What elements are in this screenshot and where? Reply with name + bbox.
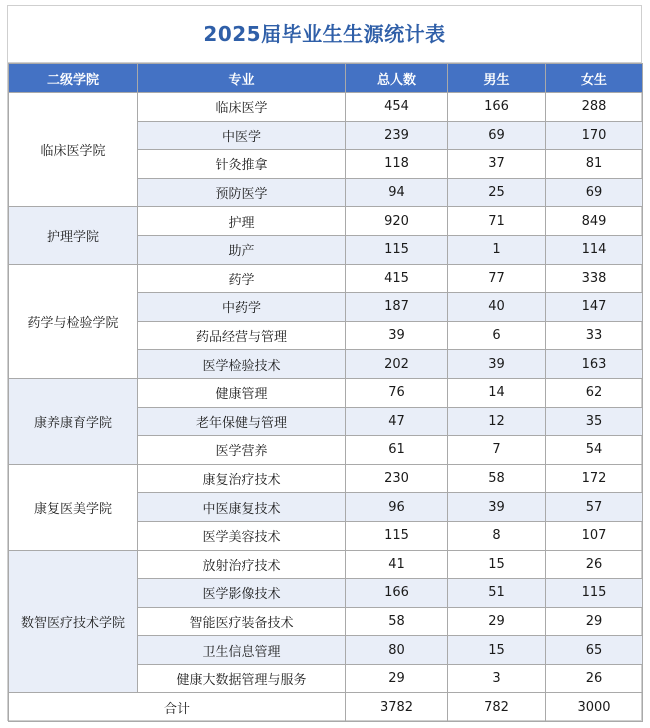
major-cell: 药学 [138,264,346,293]
female-cell: 170 [546,121,643,150]
total-cell: 94 [346,178,448,207]
total-cell: 61 [346,436,448,465]
male-cell: 6 [448,321,546,350]
male-cell: 40 [448,293,546,322]
total-cell: 920 [346,207,448,236]
female-cell: 35 [546,407,643,436]
male-cell: 39 [448,350,546,379]
total-cell: 454 [346,93,448,122]
grand-total-cell: 3782 [346,693,448,722]
major-cell: 中药学 [138,293,346,322]
female-cell: 62 [546,378,643,407]
female-cell: 26 [546,664,643,693]
total-cell: 118 [346,150,448,179]
female-cell: 26 [546,550,643,579]
female-cell: 107 [546,521,643,550]
male-cell: 25 [448,178,546,207]
major-cell: 中医康复技术 [138,493,346,522]
total-cell: 115 [346,521,448,550]
total-cell: 415 [346,264,448,293]
major-cell: 临床医学 [138,93,346,122]
major-cell: 医学营养 [138,436,346,465]
major-cell: 智能医疗装备技术 [138,607,346,636]
college-name-cell: 康养康育学院 [9,378,138,464]
grand-female-cell: 3000 [546,693,643,722]
total-label-cell: 合计 [9,693,346,722]
total-cell: 58 [346,607,448,636]
female-cell: 69 [546,178,643,207]
major-cell: 卫生信息管理 [138,636,346,665]
total-cell: 76 [346,378,448,407]
college-name-cell: 药学与检验学院 [9,264,138,378]
male-cell: 15 [448,550,546,579]
male-cell: 8 [448,521,546,550]
stats-table-container [7,5,642,721]
male-cell: 14 [448,378,546,407]
graduate-stats-table [8,63,643,722]
female-cell: 163 [546,350,643,379]
female-cell: 54 [546,436,643,465]
total-cell: 187 [346,293,448,322]
major-cell: 药品经营与管理 [138,321,346,350]
header-major: 专业 [138,64,346,93]
college-name-cell: 数智医疗技术学院 [9,550,138,693]
male-cell: 12 [448,407,546,436]
major-cell: 医学检验技术 [138,350,346,379]
table-body [9,93,643,722]
header-college: 二级学院 [9,64,138,93]
major-cell: 护理 [138,207,346,236]
table-row [9,264,643,293]
college-name-cell: 护理学院 [9,207,138,264]
male-cell: 3 [448,664,546,693]
major-cell: 放射治疗技术 [138,550,346,579]
major-cell: 康复治疗技术 [138,464,346,493]
total-cell: 239 [346,121,448,150]
female-cell: 172 [546,464,643,493]
table-row [9,93,643,122]
female-cell: 81 [546,150,643,179]
college-name-cell: 康复医美学院 [9,464,138,550]
total-cell: 96 [346,493,448,522]
total-cell: 202 [346,350,448,379]
female-cell: 338 [546,264,643,293]
female-cell: 29 [546,607,643,636]
male-cell: 58 [448,464,546,493]
male-cell: 69 [448,121,546,150]
major-cell: 健康管理 [138,378,346,407]
total-cell: 41 [346,550,448,579]
male-cell: 39 [448,493,546,522]
major-cell: 医学影像技术 [138,579,346,608]
male-cell: 77 [448,264,546,293]
total-cell: 29 [346,664,448,693]
male-cell: 51 [448,579,546,608]
total-row [9,693,643,722]
total-cell: 230 [346,464,448,493]
table-row [9,550,643,579]
college-name-cell: 临床医学院 [9,93,138,207]
female-cell: 115 [546,579,643,608]
total-cell: 166 [346,579,448,608]
male-cell: 1 [448,235,546,264]
total-cell: 39 [346,321,448,350]
female-cell: 147 [546,293,643,322]
total-cell: 80 [346,636,448,665]
major-cell: 预防医学 [138,178,346,207]
total-cell: 47 [346,407,448,436]
major-cell: 老年保健与管理 [138,407,346,436]
table-row [9,207,643,236]
header-female: 女生 [546,64,643,93]
major-cell: 健康大数据管理与服务 [138,664,346,693]
major-cell: 针灸推拿 [138,150,346,179]
major-cell: 医学美容技术 [138,521,346,550]
major-cell: 助产 [138,235,346,264]
table-row [9,378,643,407]
female-cell: 114 [546,235,643,264]
female-cell: 33 [546,321,643,350]
male-cell: 166 [448,93,546,122]
female-cell: 65 [546,636,643,665]
female-cell: 57 [546,493,643,522]
major-cell: 中医学 [138,121,346,150]
total-cell: 115 [346,235,448,264]
page-title: 2025届毕业生生源统计表 [8,6,641,63]
male-cell: 37 [448,150,546,179]
header-total: 总人数 [346,64,448,93]
grand-male-cell: 782 [448,693,546,722]
male-cell: 71 [448,207,546,236]
male-cell: 29 [448,607,546,636]
header-row [9,64,643,93]
female-cell: 288 [546,93,643,122]
male-cell: 15 [448,636,546,665]
header-male: 男生 [448,64,546,93]
female-cell: 849 [546,207,643,236]
table-row [9,464,643,493]
male-cell: 7 [448,436,546,465]
